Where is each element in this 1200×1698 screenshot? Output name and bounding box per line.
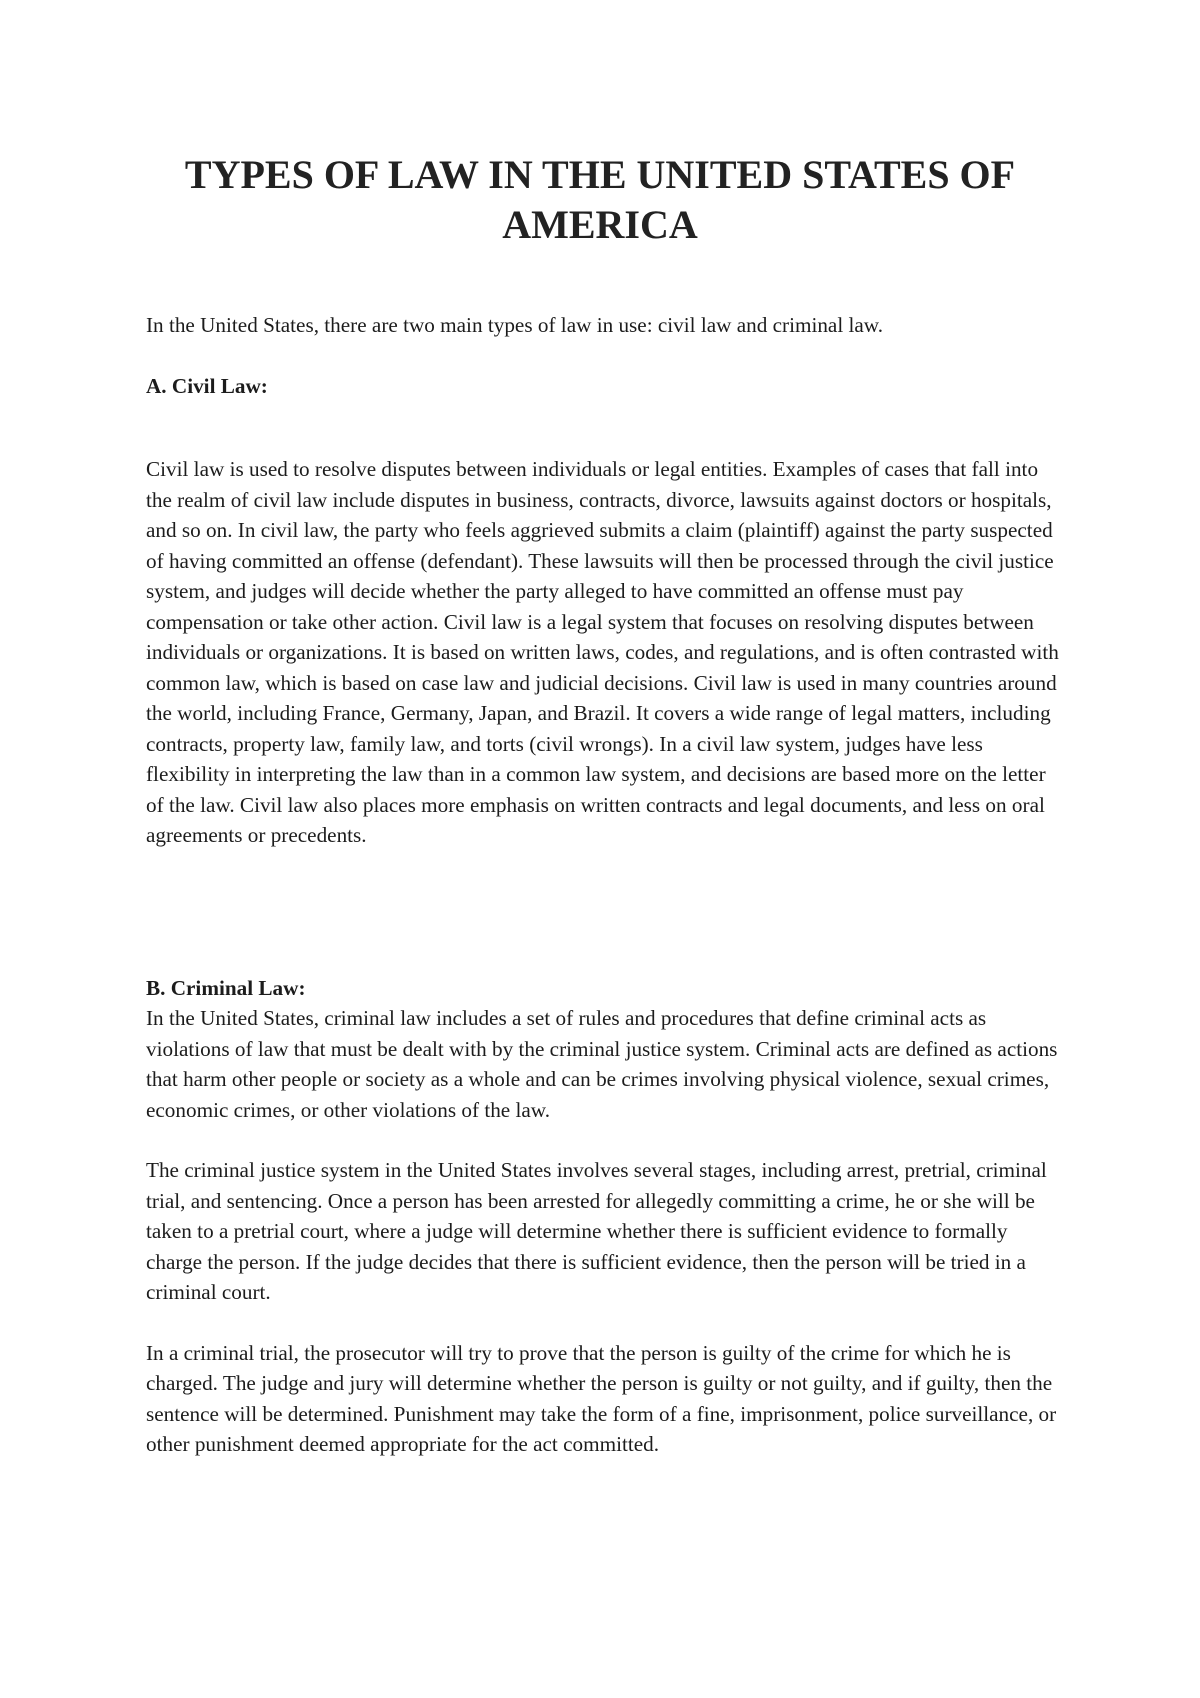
- document-body: [146, 310, 1066, 1460]
- section-heading-criminal-law: B. Criminal Law:: [146, 975, 306, 1000]
- section-heading-civil-law: A. Civil Law:: [146, 373, 268, 398]
- criminal-law-paragraph-2: The criminal justice system in the United States involves several stages, including arrest, pretrial, criminal trial, and sentencing. Once a person has been arrested for allegedly committing a crime, he or she will be taken to a pretrial court, where a judge will determine whether there is sufficient evidence to formally charge the person. If the judge decides that there is sufficient evidence, then the person will be tried in a criminal court.: [146, 1158, 1047, 1304]
- criminal-law-paragraph-3: In a criminal trial, the prosecutor will try to prove that the person is guilty of the crime for which he is charged. The judge and jury will determine whether the person is guilty or not guilty, and if guilty, then the sentence will be determined. Punishment may take the form of a fine, imprisonment, police surveillance, or other punishment deemed appropriate for the act committed.: [146, 1340, 1057, 1456]
- civil-law-paragraph: Civil law is used to resolve disputes between individuals or legal entities. Examples of cases that fall into the realm of civil law include disputes in business, contracts, divorce, lawsuits against doctors or hospitals, and so on. In civil law, the party who feels aggrieved submits a claim (plaintiff) against the party suspected of having committed an offense (defendant). These lawsuits will then be processed through the civil justice system, and judges will decide whether the party alleged to have committed an offense must pay compensation or take other action. Civil law is a legal system that focuses on resolving disputes between individuals or organizations. It is based on written laws, codes, and regulations, and is often contrasted with common law, which is based on case law and judicial decisions. Civil law is used in many countries around the world, including France, Germany, Japan, and Brazil. It covers a wide range of legal matters, including contracts, property law, family law, and torts (civil wrongs). In a civil law system, judges have less flexibility in interpreting the law than in a common law system, and decisions are based more on the letter of the law. Civil law also places more emphasis on written contracts and legal documents, and less on oral agreements or precedents.: [146, 457, 1059, 847]
- criminal-law-paragraph-1: In the United States, criminal law includes a set of rules and procedures that define criminal acts as violations of law that must be dealt with by the criminal justice system. Criminal acts are defined as actions that harm other people or society as a whole and can be crimes involving physical violence, sexual crimes, economic crimes, or other violations of the law.: [146, 1006, 1058, 1122]
- intro-paragraph: In the United States, there are two main types of law in use: civil law and criminal law.: [146, 313, 884, 337]
- document-title: TYPES OF LAW IN THE UNITED STATES OF AMERICA: [184, 152, 1016, 247]
